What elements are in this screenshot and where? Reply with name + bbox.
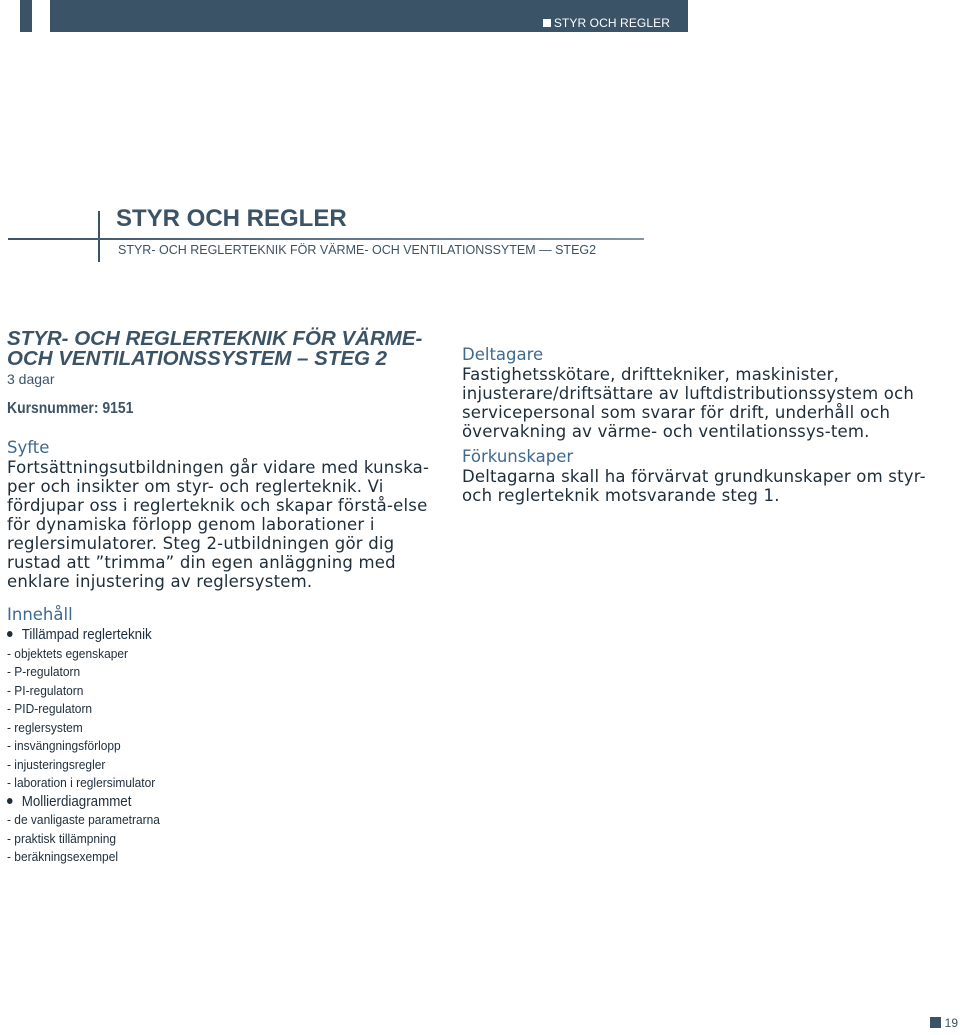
list-item: - reglersystem bbox=[7, 719, 83, 735]
list-item: - de vanligaste parametrarna bbox=[7, 812, 160, 827]
syfte-text: Fortsättningsutbildningen går vidare med kunska-per och insikter om styr- och reglerteknik. Vi fördjupar oss i reglerteknik och skapar förstå-else för dynamiska förlopp genom laborationer i reglersimulatorer. Steg 2-utbildningen gör dig rustad att ”trimma” din egen anläggning med enklare injustering av reglersystem. bbox=[7, 458, 430, 591]
syfte-section bbox=[7, 438, 447, 591]
innehall-list bbox=[7, 626, 427, 867]
course-duration: 3 dagar bbox=[7, 371, 55, 387]
square-bullet-icon bbox=[543, 19, 551, 27]
section-title: STYR OCH REGLER bbox=[116, 205, 347, 232]
section-divider bbox=[8, 238, 644, 240]
list-item: - injusteringsregler bbox=[7, 756, 106, 772]
page-number: 19 bbox=[930, 1016, 958, 1030]
square-marker-icon bbox=[930, 1017, 941, 1028]
header-section-label: STYR OCH REGLER bbox=[543, 16, 670, 30]
list-item: Mollierdiagrammet bbox=[7, 793, 393, 812]
list-item: Tillämpad reglerteknik bbox=[7, 626, 393, 645]
innehall-heading: Innehåll bbox=[7, 605, 73, 624]
list-item: - objektets egenskaper bbox=[7, 645, 129, 661]
list-item: - insvängningsförlopp bbox=[7, 738, 121, 753]
bullet-icon bbox=[7, 798, 13, 804]
list-item: - beräkningsexempel bbox=[7, 849, 119, 864]
forkunskaper-heading: Förkunskaper bbox=[462, 447, 574, 466]
section-subtitle: STYR- OCH REGLERTEKNIK FÖR VÄRME- OCH VENTILATIONSSYTEM — STEG2 bbox=[118, 243, 597, 257]
course-title-line2: OCH VENTILATIONSSYSTEM – STEG 2 bbox=[7, 347, 388, 370]
forkunskaper-section bbox=[462, 447, 942, 505]
course-title-line1: STYR- OCH REGLERTEKNIK FÖR VÄRME- bbox=[7, 327, 423, 350]
deltagare-section bbox=[462, 345, 942, 441]
forkunskaper-text: Deltagarna skall ha förvärvat grundkunskaper om styr- och reglerteknik motsvarande steg 1. bbox=[462, 467, 926, 505]
deltagare-text: Fastighetsskötare, drifttekniker, maskinister, injusterare/driftsättare av luftdistributionssystem och servicepersonal som svarar för drift, underhåll och övervakning av värme- och ventilationssys-tem. bbox=[462, 365, 915, 441]
section-bracket bbox=[98, 211, 100, 262]
header-accent-block bbox=[20, 0, 32, 32]
list-item: - laboration i reglersimulator bbox=[7, 775, 156, 790]
bullet-icon bbox=[7, 631, 13, 637]
list-item: - PID-regulatorn bbox=[7, 701, 93, 716]
deltagare-heading: Deltagare bbox=[462, 345, 544, 364]
course-number: Kursnummer: 9151 bbox=[7, 400, 134, 417]
innehall-section bbox=[7, 604, 427, 867]
course-title bbox=[7, 329, 457, 369]
list-item: - praktisk tillämpning bbox=[7, 830, 117, 846]
header-bar bbox=[50, 0, 688, 32]
list-item: - P-regulatorn bbox=[7, 664, 81, 679]
list-item: - PI-regulatorn bbox=[7, 682, 84, 698]
syfte-heading: Syfte bbox=[7, 438, 50, 457]
right-column bbox=[462, 345, 942, 511]
